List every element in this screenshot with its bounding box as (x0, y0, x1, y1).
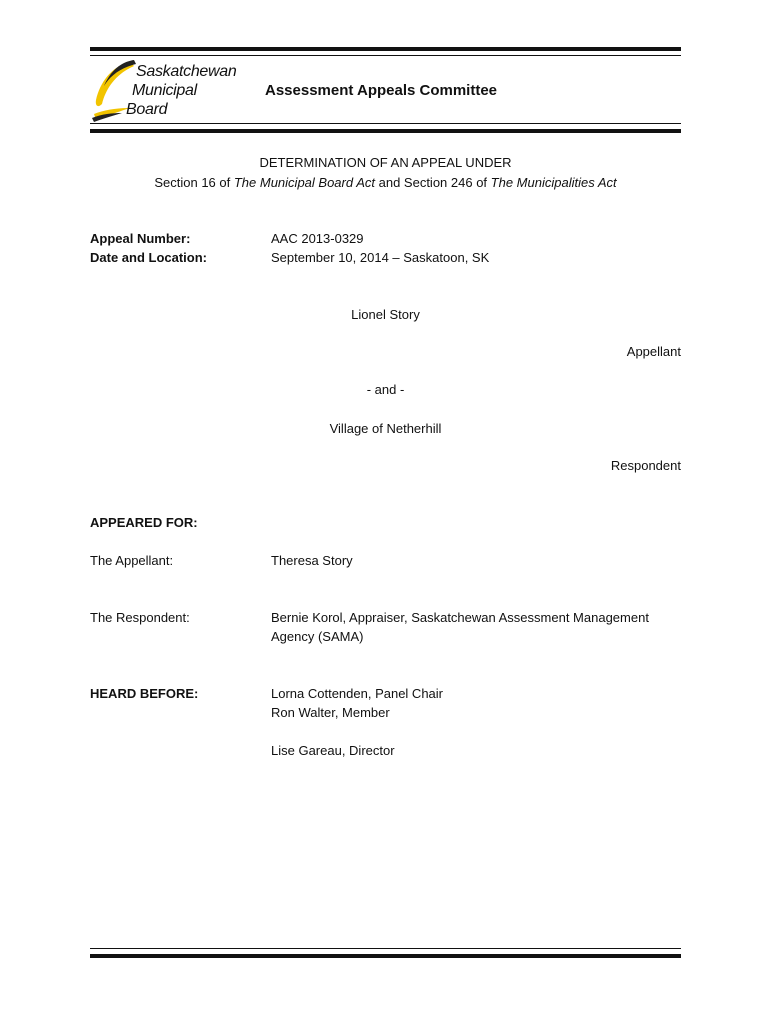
respondent-name: Village of Netherhill (329, 421, 442, 436)
heard-before-label: HEARD BEFORE: (90, 686, 199, 701)
header-rule-thick (90, 129, 681, 133)
appeared-for-heading: APPEARED FOR: (90, 515, 198, 530)
appellant-name: Lionel Story (351, 307, 420, 322)
date-location-value: September 10, 2014 – Saskatoon, SK (271, 250, 490, 265)
director: Lise Gareau, Director (271, 743, 395, 758)
document-subtitle (90, 175, 681, 190)
respondent-representative-line1: Bernie Korol, Appraiser, Saskatchewan Assessment Management (271, 610, 649, 625)
appellant-label: The Appellant: (90, 553, 174, 568)
subtitle-part-1: Section 16 of (154, 175, 234, 190)
saskatchewan-municipal-board-logo (90, 56, 260, 122)
logo-word-saskatchewan: Saskatchewan (136, 63, 237, 80)
subtitle-act-1: The Municipal Board Act (233, 175, 375, 190)
logo-word-board: Board (126, 101, 168, 118)
subtitle-part-2: and Section 246 of (375, 175, 491, 190)
top-rule-thick (90, 47, 681, 51)
header-rule-thin (90, 123, 681, 124)
footer-rule-thick (90, 954, 681, 958)
and-separator: - and - (366, 382, 405, 397)
appeal-number-label: Appeal Number: (90, 231, 191, 246)
respondent-label: The Respondent: (90, 610, 190, 625)
appellant-role: Appellant (626, 344, 681, 359)
logo-word-municipal: Municipal (132, 82, 197, 99)
date-location-label: Date and Location: (90, 250, 208, 265)
appellant-representative: Theresa Story (271, 553, 353, 568)
document-title: DETERMINATION OF AN APPEAL UNDER (259, 155, 512, 170)
committee-title: Assessment Appeals Committee (265, 82, 498, 99)
subtitle-act-2: The Municipalities Act (490, 175, 617, 190)
appeal-number-value: AAC 2013-0329 (271, 231, 364, 246)
footer-rule-thin (90, 948, 681, 949)
respondent-representative-line2: Agency (SAMA) (271, 629, 364, 644)
panel-chair: Lorna Cottenden, Panel Chair (271, 686, 444, 701)
respondent-role: Respondent (610, 458, 681, 473)
panel-member: Ron Walter, Member (271, 705, 390, 720)
